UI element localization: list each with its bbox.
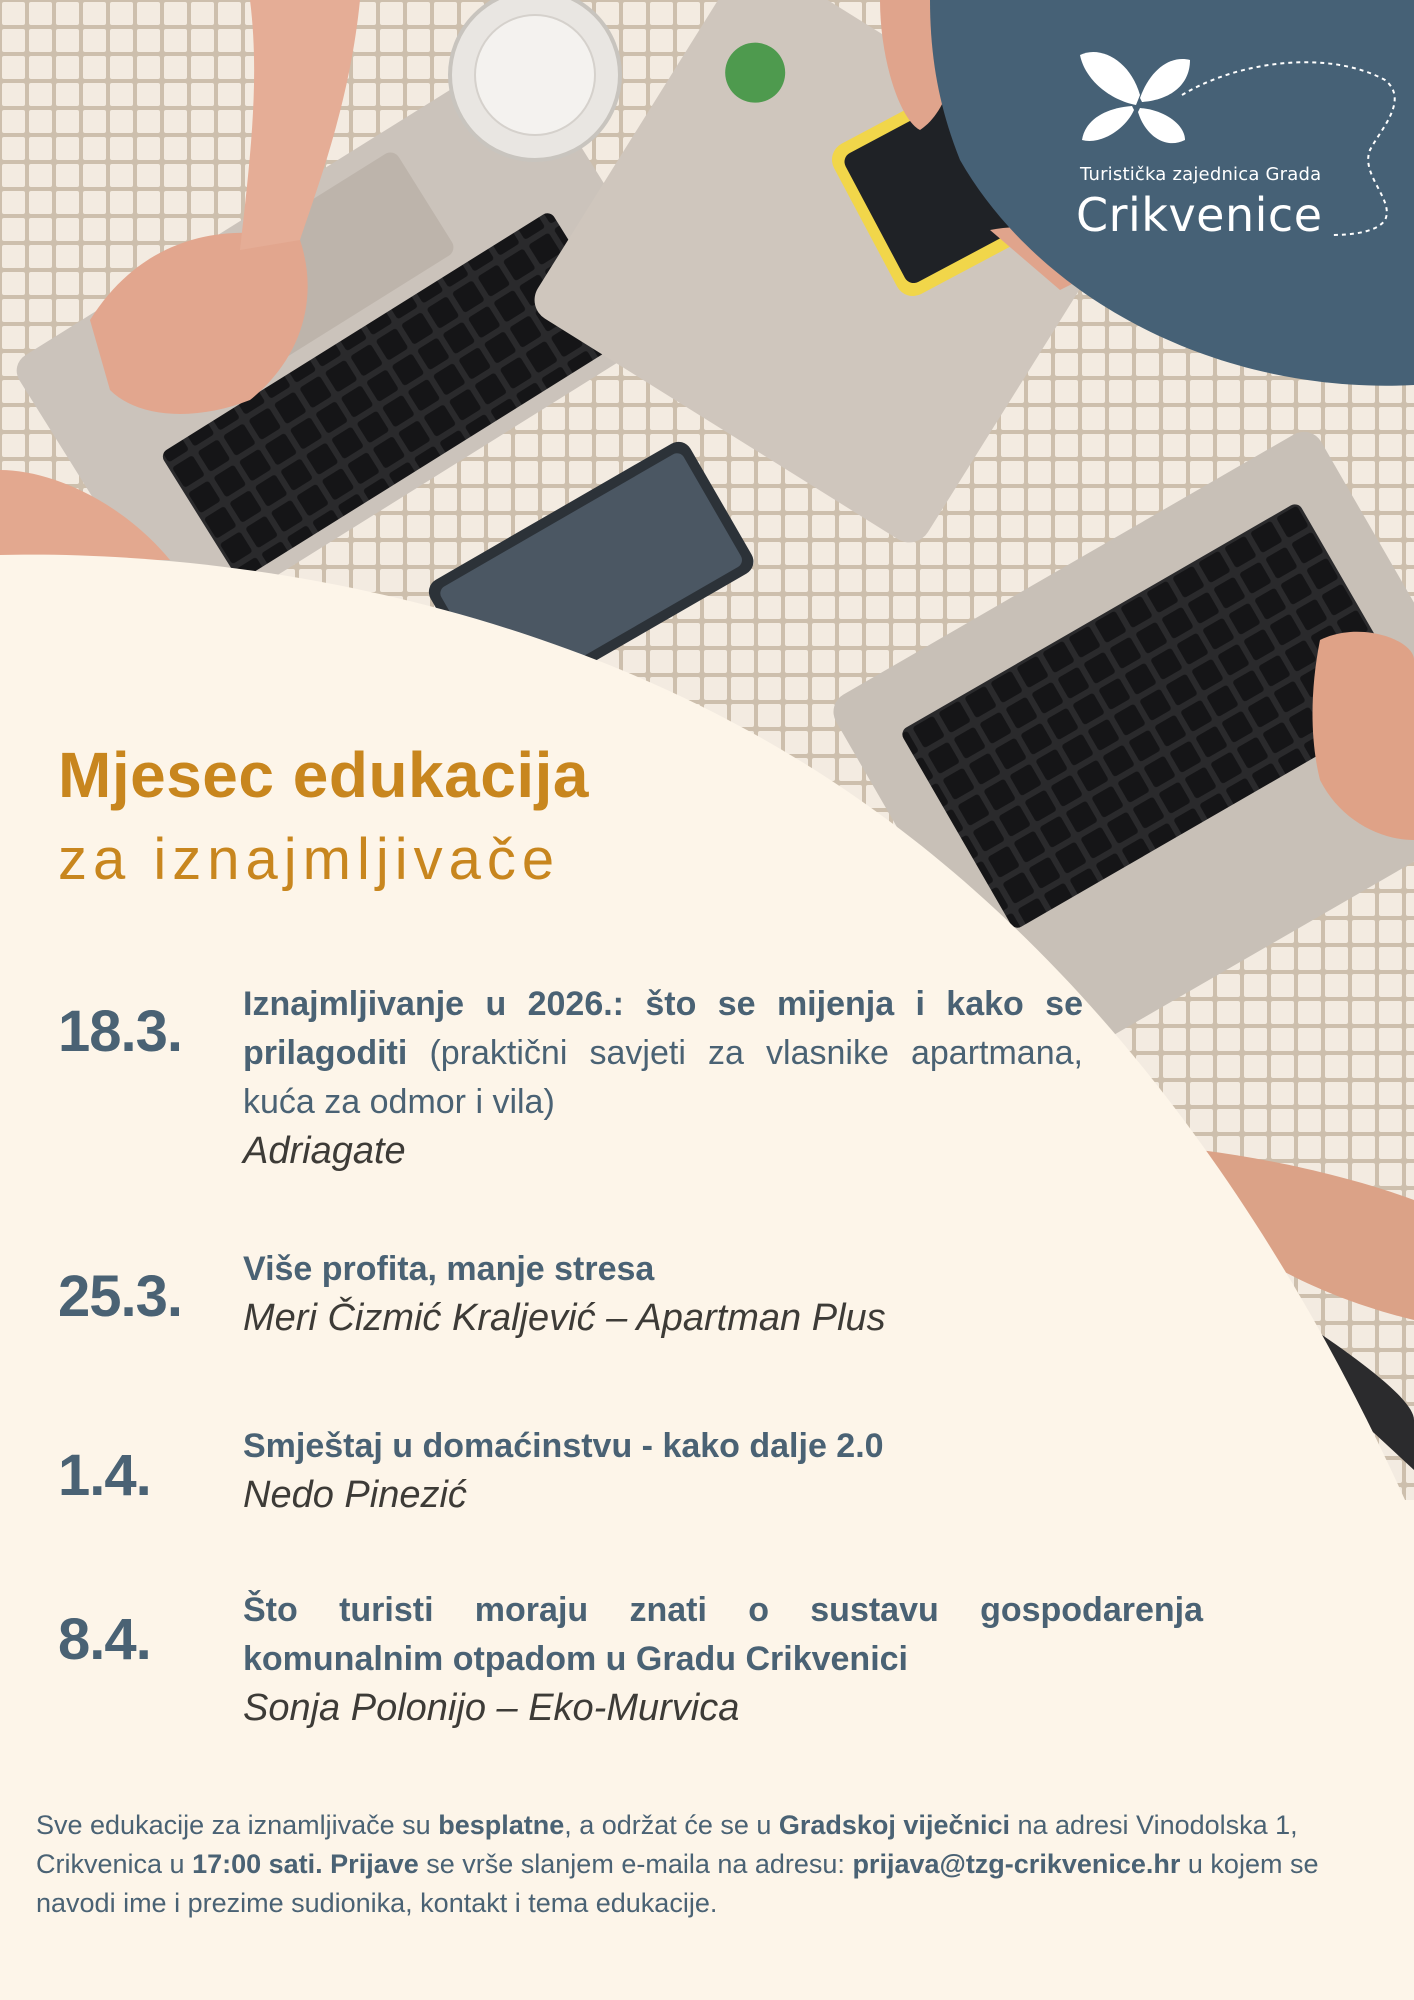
footer-venue: Gradskoj viječnici xyxy=(778,1810,1010,1840)
event-note: (praktični savjeti za vlasnike apartmana, kuća za odmor i vila) xyxy=(243,1034,1083,1121)
event-body xyxy=(243,980,1083,1176)
logo-subtitle: Turistička zajednica Grada xyxy=(1080,164,1322,185)
footer-text: se vrše slanjem e-maila na adresu: xyxy=(418,1849,853,1879)
event-body xyxy=(243,1586,1203,1733)
event-title: Više profita, manje stresa xyxy=(243,1250,655,1288)
event-date: 18.3. xyxy=(58,999,182,1064)
event-title: Smještaj u domaćinstvu - kako dalje 2.0 xyxy=(243,1427,884,1465)
event-date: 25.3. xyxy=(58,1264,182,1329)
page-subtitle: za iznajmljivače xyxy=(58,827,561,892)
footer-text: u kojem se navodi ime i prezime sudionika, kontakt i tema edukacije. xyxy=(36,1849,1319,1918)
event-speaker: Meri Čizmić Kraljević – Apartman Plus xyxy=(243,1297,886,1339)
event-body xyxy=(243,1245,886,1343)
event-title: Iznajmljivanje u 2026.: što se mijenja i kako se prilagoditi xyxy=(243,985,1083,1072)
page-title: Mjesec edukacija xyxy=(58,739,589,811)
footer-info xyxy=(36,1806,1366,1923)
event-date: 8.4. xyxy=(58,1607,151,1672)
event-speaker: Adriagate xyxy=(243,1130,406,1172)
footer-registration: Prijave xyxy=(330,1849,419,1879)
footer-email-link[interactable]: prijava@tzg-crikvenice.hr xyxy=(852,1849,1181,1879)
footer-text: , a održat će se u xyxy=(564,1810,779,1840)
event-speaker: Nedo Pinezić xyxy=(243,1474,467,1516)
footer-text: Sve edukacije za iznamljivače su xyxy=(36,1810,439,1840)
event-title: Što turisti moraju znati o sustavu gospodarenja komunalnim otpadom u Gradu Crikvenici xyxy=(243,1591,1203,1678)
logo-name: Crikvenice xyxy=(1076,188,1323,242)
footer-text: na adresi Vinodolska 1, Crikvenica u xyxy=(36,1810,1298,1879)
event-body xyxy=(243,1422,884,1520)
event-speaker: Sonja Polonijo – Eko-Murvica xyxy=(243,1687,740,1729)
event-date: 1.4. xyxy=(58,1443,151,1508)
footer-free: besplatne xyxy=(438,1810,565,1840)
footer-time: 17:00 sati. xyxy=(192,1849,323,1879)
